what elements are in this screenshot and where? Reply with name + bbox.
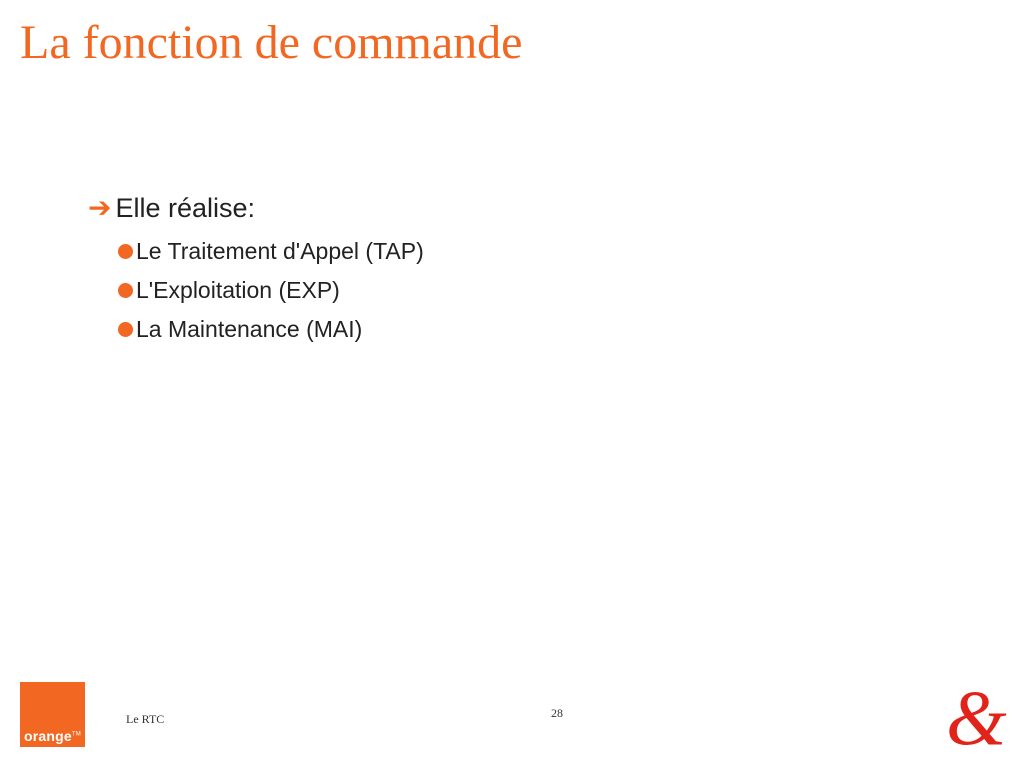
page-number: 28 <box>551 706 563 720</box>
ampersand-logo <box>944 680 1008 750</box>
list-item <box>118 271 424 310</box>
slide-content <box>88 190 424 349</box>
list-item <box>118 232 424 271</box>
orange-logo-text: orange™ <box>24 728 81 744</box>
list-item-text: L'Exploitation (EXP) <box>136 277 340 303</box>
orange-logo <box>20 682 85 747</box>
dot-icon <box>118 283 133 298</box>
trademark-mark: TM <box>71 731 81 738</box>
dot-icon <box>118 244 133 259</box>
list-item-text: La Maintenance (MAI) <box>136 316 363 342</box>
bullet-label: Elle réalise: <box>115 192 256 223</box>
svg-text:&: & <box>946 680 1007 750</box>
sub-bullet-list <box>88 232 424 349</box>
dot-icon <box>118 322 133 337</box>
list-item <box>118 310 424 349</box>
bullet-level1 <box>88 190 424 226</box>
footer-text: Le RTC <box>126 712 165 726</box>
arrow-right-icon: ➔ <box>88 191 112 224</box>
slide-title: La fonction de commande <box>20 16 523 69</box>
list-item-text: Le Traitement d'Appel (TAP) <box>136 238 424 264</box>
